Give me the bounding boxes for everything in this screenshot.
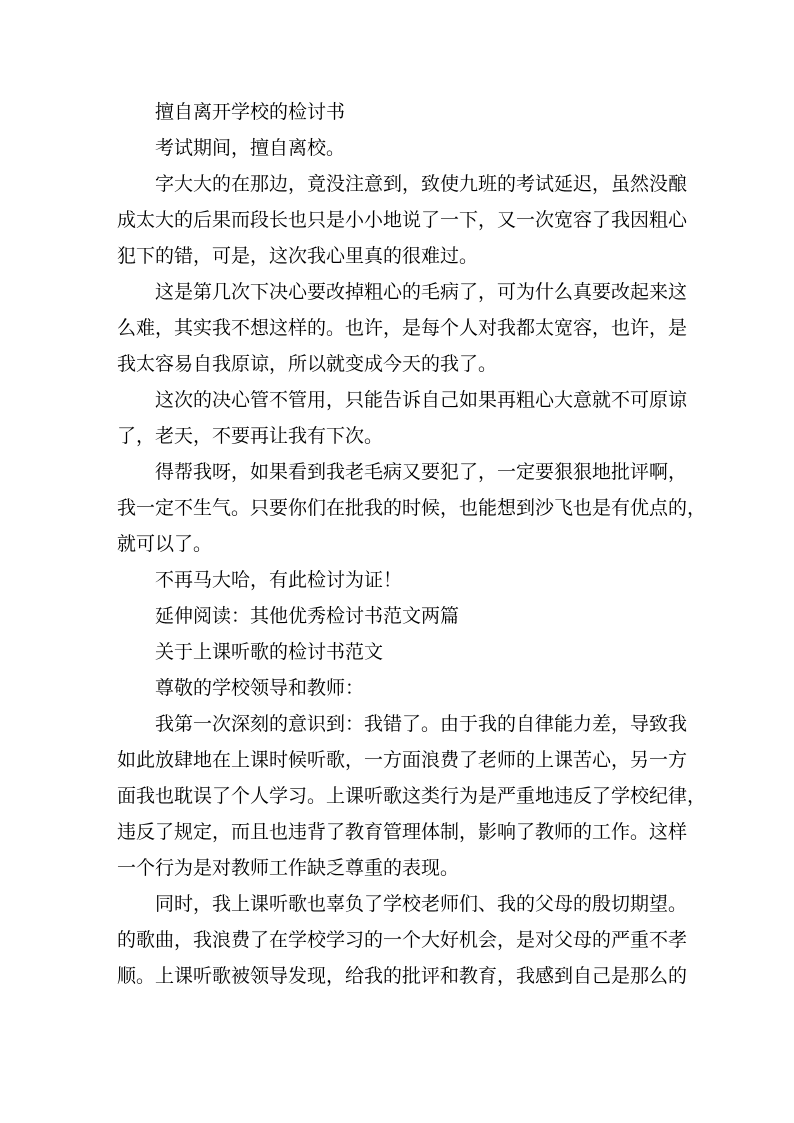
text-line: 我一定不生气。只要你们在批我的时候，也能想到沙飞也是有优点的， xyxy=(117,497,707,519)
text-line: 如此放肆地在上课时候听歌，一方面浪费了老师的上课苦心，另一方 xyxy=(117,749,688,771)
text-line: 这是第几次下决心要改掉粗心的毛病了，可为什么真要改起来这 xyxy=(155,281,688,303)
text-line: 我第一次深刻的意识到：我错了。由于我的自律能力差，导致我 xyxy=(155,713,688,735)
text-line: 犯下的错，可是，这次我心里真的很难过。 xyxy=(117,245,479,267)
text-line: 同时，我上课听歌也辜负了学校老师们、我的父母的殷切期望。 xyxy=(155,893,688,915)
text-line: 得帮我呀，如果看到我老毛病又要犯了，一定要狠狠地批评啊， xyxy=(155,461,688,483)
text-line: 字大大的在那边，竟没注意到，致使九班的考试延迟，虽然没酿 xyxy=(155,173,688,195)
text-line: 了，老天，不要再让我有下次。 xyxy=(117,425,384,447)
text-line: 面我也耽误了个人学习。上课听歌这类行为是严重地违反了学校纪律， xyxy=(117,785,707,807)
text-line: 我太容易自我原谅，所以就变成今天的我了。 xyxy=(117,353,498,375)
text-line: 延伸阅读：其他优秀检讨书范文两篇 xyxy=(155,605,460,627)
text-line: 关于上课听歌的检讨书范文 xyxy=(155,641,384,663)
text-line: 这次的决心管不管用，只能告诉自己如果再粗心大意就不可原谅 xyxy=(155,389,688,411)
text-line: 么难，其实我不想这样的。也许，是每个人对我都太宽容，也许，是 xyxy=(117,317,688,339)
text-line: 不再马大哈，有此检讨为证！ xyxy=(155,569,403,591)
document-body xyxy=(117,94,707,994)
text-line: 成太大的后果而段长也只是小小地说了一下，又一次宽容了我因粗心 xyxy=(117,209,688,231)
text-line: 顺。上课听歌被领导发现，给我的批评和教育，我感到自己是那么的 xyxy=(117,965,688,987)
text-line: 尊敬的学校领导和教师： xyxy=(155,677,365,699)
text-line: 一个行为是对教师工作缺乏尊重的表现。 xyxy=(117,857,460,879)
text-line: 考试期间，擅自离校。 xyxy=(155,137,346,159)
text-line: 擅自离开学校的检讨书 xyxy=(155,101,346,123)
text-line: 违反了规定，而且也违背了教育管理体制，影响了教师的工作。这样 xyxy=(117,821,688,843)
text-line: 的歌曲，我浪费了在学校学习的一个大好机会，是对父母的严重不孝 xyxy=(117,929,688,951)
text-line: 就可以了。 xyxy=(117,533,213,555)
